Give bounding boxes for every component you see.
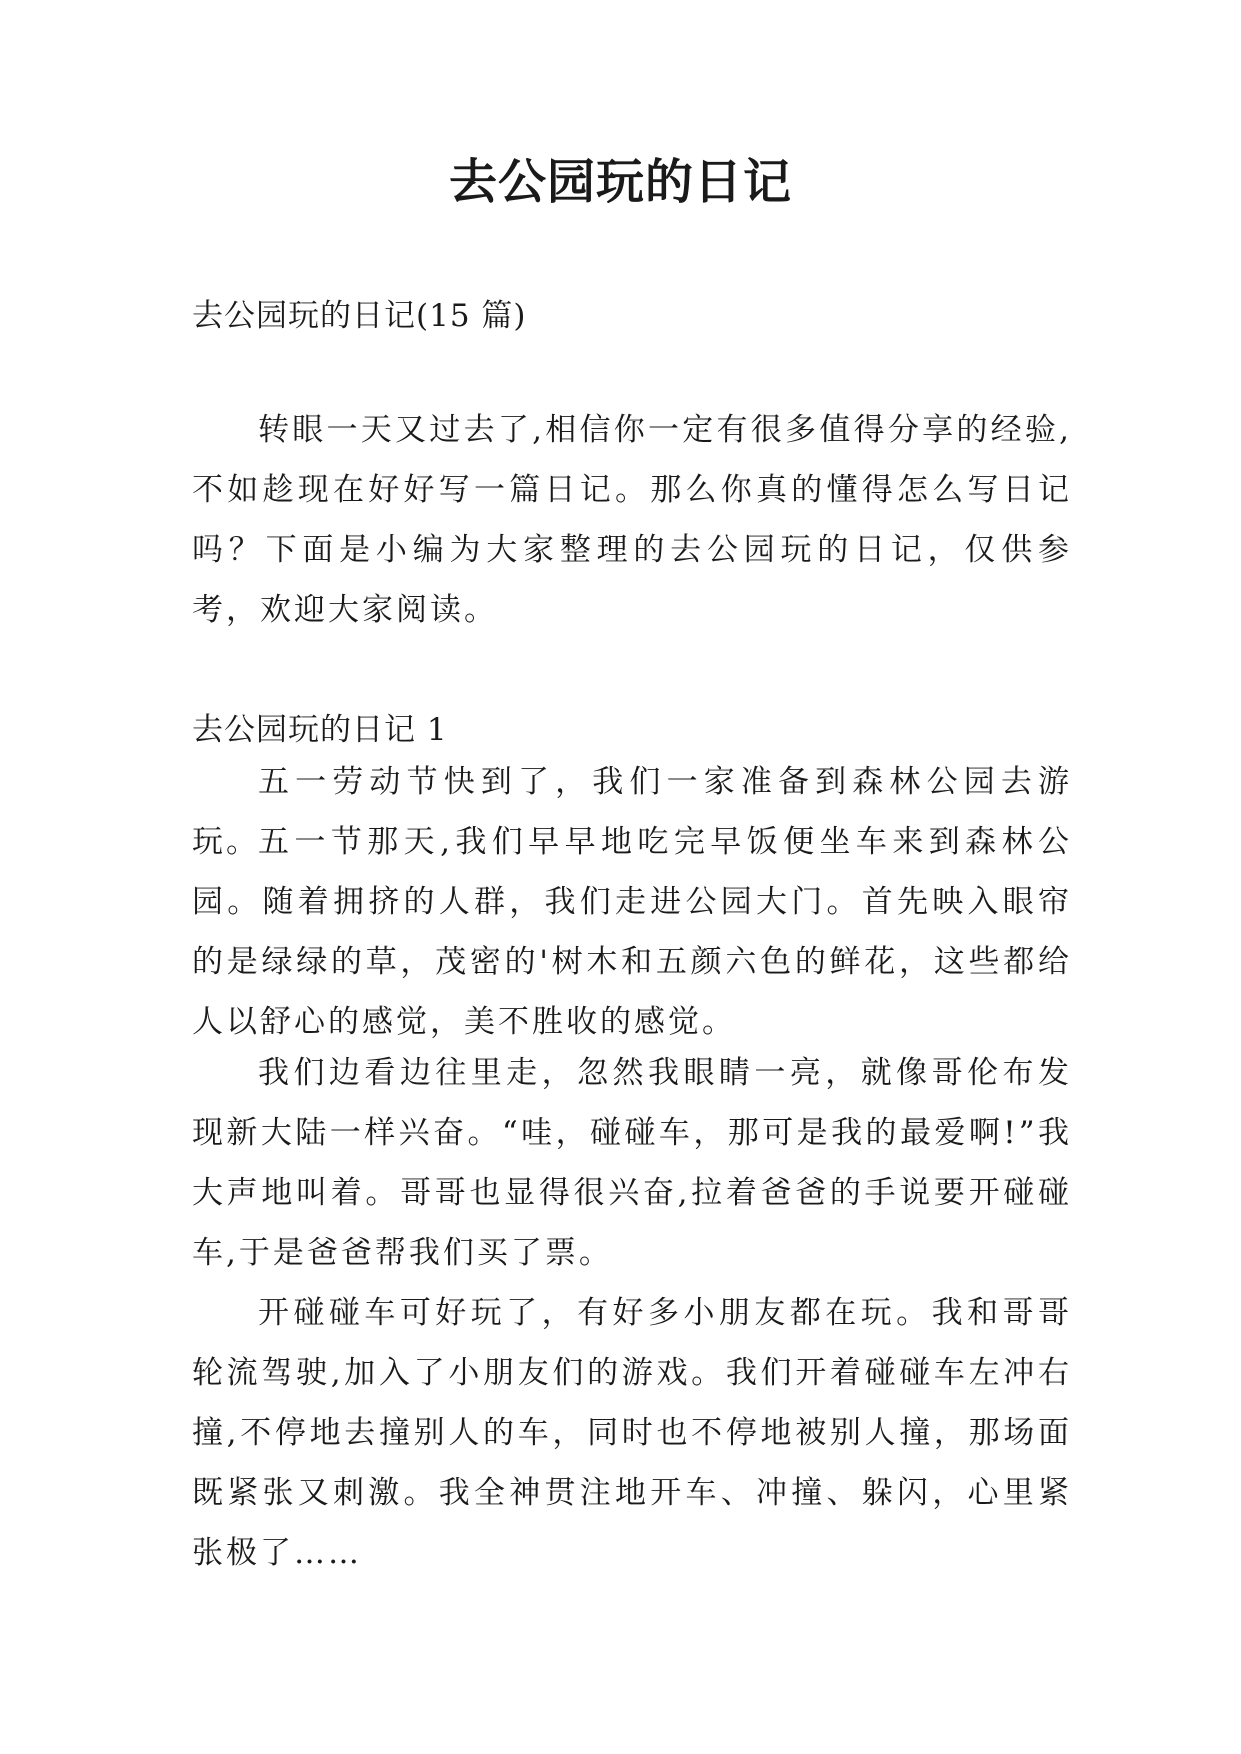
intro-paragraph: 转眼一天又过去了,相信你一定有很多值得分享的经验,不如趁现在好好写一篇日记。那么你真的懂得怎么写日记吗？下面是小编为大家整理的去公园玩的日记，仅供参考，欢迎大家阅读。 [192,412,1072,628]
body-paragraph-3: 我们边看边往里走，忽然我眼睛一亮，就像哥伦布发现新大陆一样兴奋。“哇，碰碰车，那可是我的最爱啊!”我大声地叫着。哥哥也显得很兴奋,拉着爸爸的手说要开碰碰车,于是爸爸帮我们买了票。 [192,1055,1072,1271]
section-heading: 去公园玩的日记 1 [192,712,448,748]
body-paragraph-2: 五一节那天,我们早早地吃完早饭便坐车来到森林公园。随着拥挤的人群，我们走进公园大门。首先映入眼帘的是绿绿的草，茂密的'树木和五颜六色的鲜花，这些都给人以舒心的感觉，美不胜收的感觉。 [192,824,1072,1040]
document-subtitle: 去公园玩的日记(15 篇) [192,298,527,334]
body-paragraph-4: 开碰碰车可好玩了，有好多小朋友都在玩。我和哥哥轮流驾驶,加入了小朋友们的游戏。我们开着碰碰车左冲右撞,不停地去撞别人的车，同时也不停地被别人撞，那场面既紧张又刺激。我全神贯注地开车、冲撞、躲闪，心里紧张极了…… [192,1295,1072,1571]
document-title: 去公园玩的日记 [448,154,792,210]
body-paragraph-1: 五一劳动节快到了，我们一家准备到森林公园去游玩。 [192,764,1072,860]
